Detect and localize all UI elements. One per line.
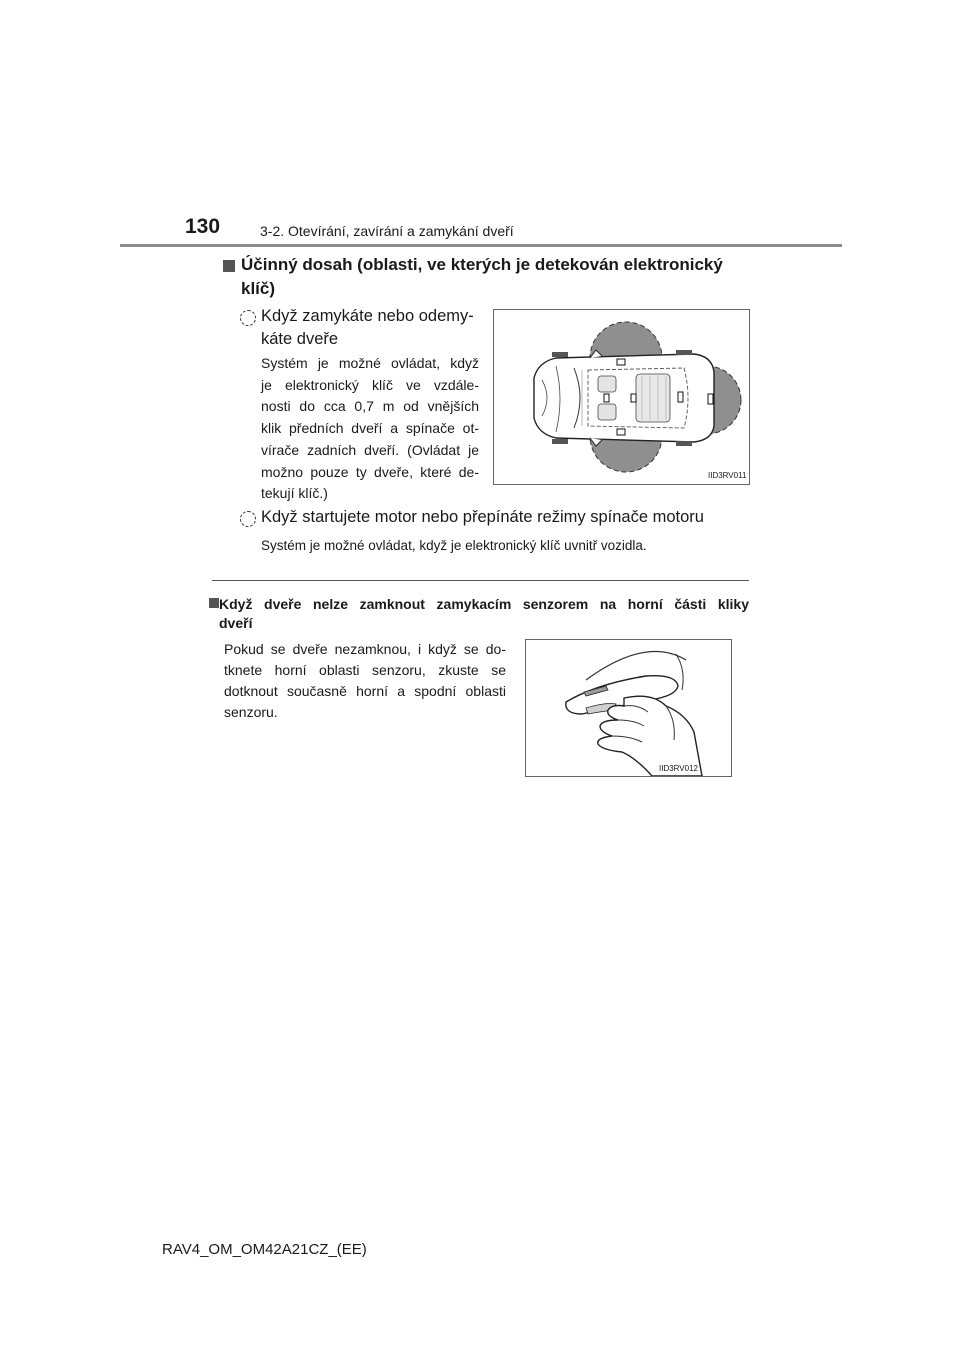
antenna-cabin-front [604,394,609,402]
figure-code: IID3RV011 [708,471,747,480]
antenna-rear [708,394,713,404]
figure-code: IID3RV012 [659,764,698,773]
hand-door-handle-illustration [526,640,731,776]
item-engine-start-title: Když startujete motor nebo přepínáte režimy spínače motoru [261,508,704,526]
item-engine-start-body: Systém je možné ovládat, když je elektronický klíč uvnitř vozidla. [261,538,647,553]
item-lock-unlock-title: Když zamykáte nebo odemy- káte dveře [261,307,474,348]
figure-detection-range [493,309,750,485]
door-lock-sensor-body: Pokud se dveře nezamknou, i když se do- tknete horní oblasti senzoru, zkuste se dotknout současně horní a spodní oblasti senzoru. [224,641,506,720]
dashed-circle-bullet-icon [240,310,256,326]
figure-door-handle-sensor [525,639,732,777]
square-bullet-icon [209,598,219,608]
header-divider [120,244,842,247]
square-bullet-icon [223,260,235,272]
item-lock-unlock-body: Systém je možné ovládat, když je elektronický klíč ve vzdále- nosti do cca 0,7 m od vnějších klik předních dveří a spínače ot- vírače zadních dveří. (Ovládat je možno pouze ty dveře, které de- tekují klíč.) [261,355,479,502]
section-divider [212,580,749,581]
document-id: RAV4_OM_OM42A21CZ_(EE) [162,1241,367,1258]
car-top-view-illustration [494,310,749,484]
dashed-circle-bullet-icon [240,511,256,527]
antenna-cabin-mid [631,394,636,402]
section-title: 3-2. Otevírání, zavírání a zamykání dveří [260,223,514,239]
antenna-front-left [617,359,625,365]
antenna-cabin-rear [678,392,683,402]
antenna-front-right [617,429,625,435]
heading-line-1: Účinný dosah (oblasti, ve kterých je detekován elektronický [241,255,723,274]
page-number: 130 [185,215,221,238]
section-heading-effective-range [241,253,751,301]
section-heading-door-lock-sensor: Když dveře nelze zamknout zamykacím senzorem na horní části kliky dveří [219,596,749,631]
heading-line-2: klíč) [241,279,276,298]
